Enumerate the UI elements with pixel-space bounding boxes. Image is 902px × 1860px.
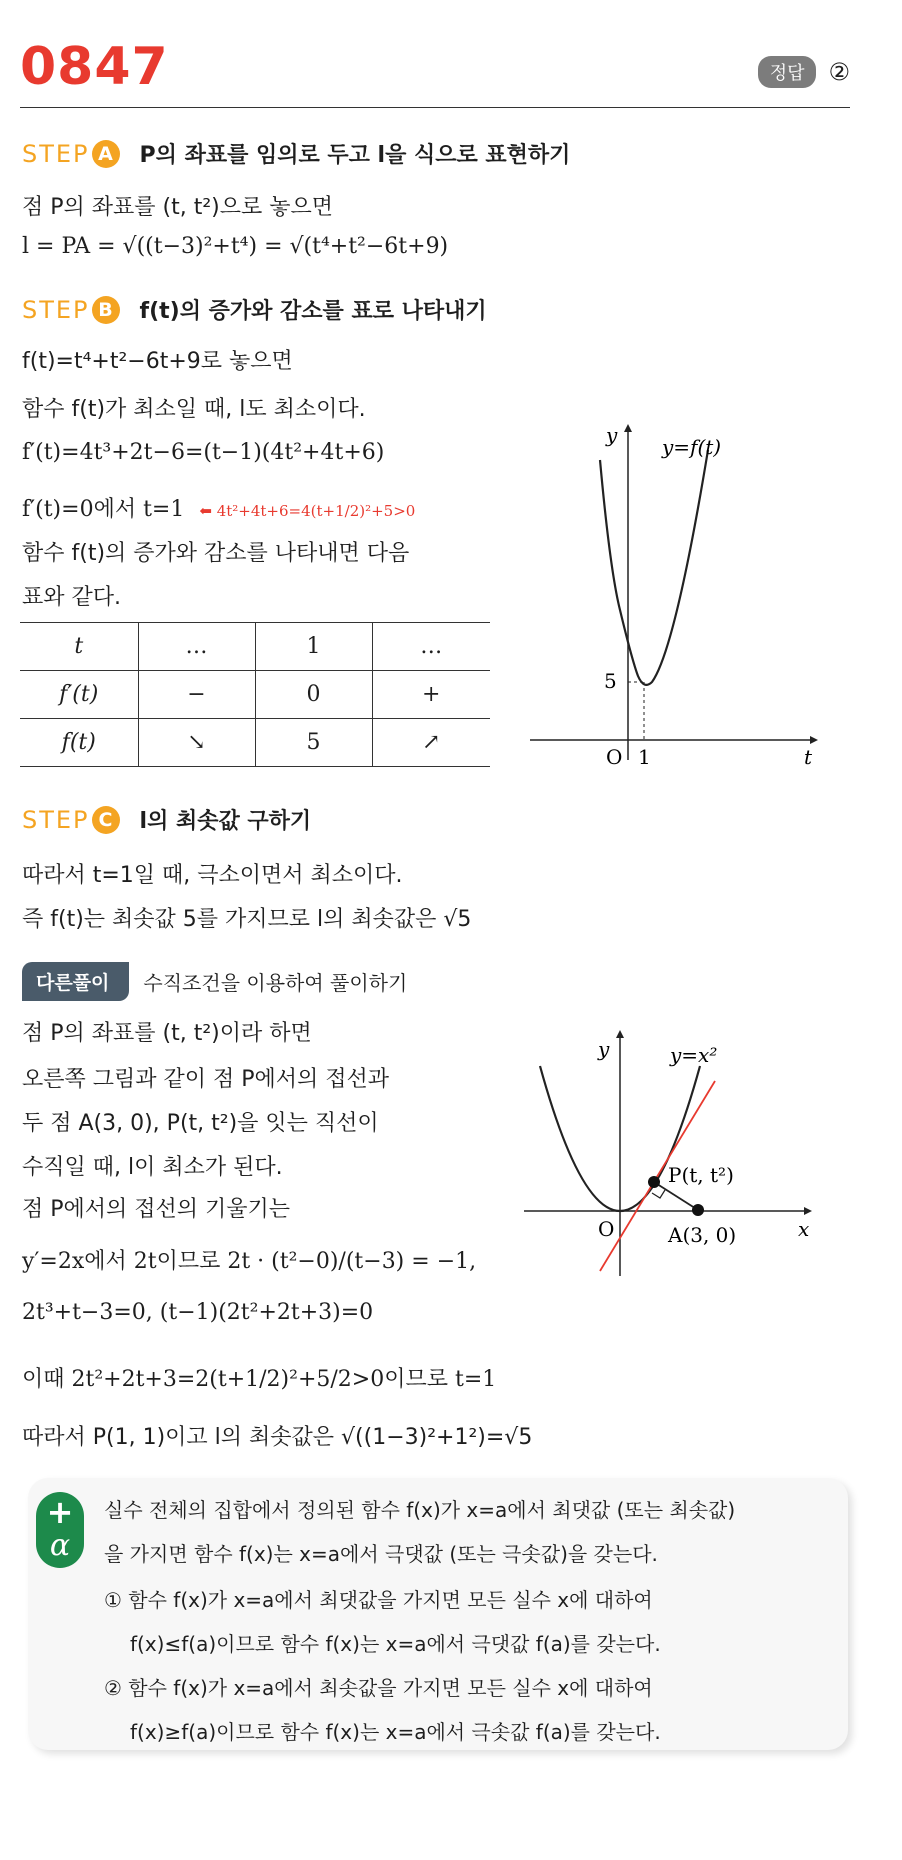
table-row [20, 719, 490, 767]
curve-f [600, 450, 708, 685]
plus-alpha-icon [36, 1492, 84, 1568]
header [20, 36, 850, 108]
answer-value: ② [828, 58, 850, 86]
table-cell: 0 [255, 671, 372, 719]
point-a-label: A(3, 0) [668, 1223, 737, 1247]
alt-line2: 오른쪽 그림과 같이 점 P에서의 접선과 [22, 1067, 390, 1092]
alt-line4: 수직일 때, l이 최소가 된다. [22, 1155, 283, 1180]
alt-line3: 두 점 A(3, 0), P(t, t²)을 잇는 직선이 [22, 1111, 379, 1136]
alt-line9: 따라서 P(1, 1)이고 l의 최솟값은 √((1−3)²+1²)=√5 [22, 1425, 533, 1450]
x-axis-label: x [798, 1217, 810, 1241]
curve-label: y=f(t) [662, 435, 722, 459]
point-p [648, 1176, 660, 1188]
table-cell: − [138, 671, 255, 719]
plus-line1: 실수 전체의 집합에서 정의된 함수 f(x)가 x=a에서 최댓값 (또는 최솟값) [104, 1498, 736, 1522]
plus-alpha-box [28, 1478, 848, 1750]
origin-label: O [606, 745, 623, 769]
plus-line6: f(x)≥f(a)이므로 함수 f(x)는 x=a에서 극솟값 f(a)를 갖는다. [130, 1720, 661, 1744]
step-word: STEP [22, 139, 90, 168]
graph-parabola [520, 1016, 820, 1286]
step-a-line1: 점 P의 좌표를 (t, t²)으로 놓으면 [22, 195, 333, 220]
step-b-line4: f′(t)=0에서 t=1 [22, 497, 185, 522]
min-y-label: 5 [604, 669, 617, 693]
table-row [20, 671, 490, 719]
step-word: STEP [22, 295, 90, 324]
point-p-label: P(t, t²) [668, 1163, 734, 1187]
x-axis-arrow [804, 1207, 812, 1215]
step-c-heading [22, 804, 311, 835]
answer-badge: 정답 [758, 56, 817, 88]
plus-line5: ② 함수 f(x)가 x=a에서 최솟값을 가지면 모든 실수 x에 대하여 [104, 1676, 653, 1700]
curve-label: y=x² [670, 1043, 718, 1067]
alt-line7: 2t³+t−3=0, (t−1)(2t²+2t+3)=0 [22, 1300, 374, 1325]
step-letter-badge: C [92, 806, 120, 834]
table-cell: … [372, 623, 490, 671]
step-b-heading [22, 294, 487, 325]
point-a [692, 1204, 704, 1216]
alt-line1: 점 P의 좌표를 (t, t²)이라 하면 [22, 1021, 312, 1046]
plus-line3: ① 함수 f(x)가 x=a에서 최댓값을 가지면 모든 실수 x에 대하여 [104, 1588, 653, 1612]
step-a-heading [22, 138, 570, 169]
table-cell: 5 [255, 719, 372, 767]
step-letter-badge: B [92, 296, 120, 324]
step-b-line1: f(t)=t⁴+t²−6t+9로 놓으면 [22, 349, 293, 374]
step-b-title: f(t)의 증가와 감소를 표로 나타내기 [139, 299, 487, 324]
alt-line6: y′=2x에서 2t이므로 2t · (t²−0)/(t−3) = −1, [22, 1249, 477, 1274]
plus-line4: f(x)≤f(a)이므로 함수 f(x)는 x=a에서 극댓값 f(a)를 갖는다. [130, 1632, 661, 1656]
alt-line8: 이때 2t²+2t+3=2(t+1/2)²+5/2>0이므로 t=1 [22, 1367, 497, 1392]
origin-label: O [598, 1217, 615, 1241]
step-b-line6: 표와 같다. [22, 585, 121, 610]
step-b-line3: f′(t)=4t³+2t−6=(t−1)(4t²+4t+6) [22, 440, 385, 465]
step-b-line2: 함수 f(t)가 최소일 때, l도 최소이다. [22, 397, 366, 422]
x-axis-arrow [810, 736, 818, 744]
step-c-line2: 즉 f(t)는 최솟값 5를 가지므로 l의 최솟값은 √5 [22, 907, 472, 932]
problem-number: 0847 [20, 37, 169, 97]
table-cell: t [20, 623, 138, 671]
alt-line5: 점 P에서의 접선의 기울기는 [22, 1197, 291, 1222]
alt-solution-badge: 다른풀이 [22, 962, 129, 1001]
plus-glyph: + [46, 1493, 74, 1531]
factor-note: ⬅ 4t²+4t+6=4(t+1/2)²+5>0 [199, 502, 416, 520]
table-cell: + [372, 671, 490, 719]
min-x-label: 1 [638, 745, 651, 769]
step-c-line1: 따라서 t=1일 때, 극소이면서 최소이다. [22, 863, 403, 888]
right-angle-mark [652, 1190, 665, 1198]
step-word: STEP [22, 805, 90, 834]
step-a-title: P의 좌표를 임의로 두고 l을 식으로 표현하기 [139, 143, 571, 168]
table-cell: ↗ [372, 719, 490, 767]
table-cell: ↘ [138, 719, 255, 767]
step-b-line4-wrap [22, 492, 415, 523]
table-cell: f(t) [20, 719, 138, 767]
plus-line2: 을 가지면 함수 f(x)는 x=a에서 극댓값 (또는 극솟값)을 갖는다. [104, 1542, 658, 1566]
step-letter-badge: A [92, 140, 120, 168]
step-c-title: l의 최솟값 구하기 [139, 809, 312, 834]
step-b-line5: 함수 f(t)의 증가와 감소를 나타내면 다음 [22, 541, 410, 566]
y-axis-label: y [598, 1037, 610, 1061]
alpha-glyph: α [49, 1528, 71, 1563]
alt-solution-desc: 수직조건을 이용하여 풀이하기 [143, 971, 408, 995]
x-axis-label: t [804, 745, 813, 769]
table-cell: 1 [255, 623, 372, 671]
increase-decrease-table [20, 622, 490, 767]
step-a-line2: l = PA = √((t−3)²+t⁴) = √(t⁴+t²−6t+9) [22, 234, 449, 259]
y-axis-arrow [624, 424, 632, 432]
answer-area [758, 56, 850, 88]
table-cell: f′(t) [20, 671, 138, 719]
alt-solution-heading [22, 962, 407, 1001]
y-axis-label: y [606, 423, 618, 447]
table-cell: … [138, 623, 255, 671]
table-row [20, 623, 490, 671]
graph-f-of-t [520, 420, 820, 770]
y-axis-arrow [616, 1030, 624, 1038]
